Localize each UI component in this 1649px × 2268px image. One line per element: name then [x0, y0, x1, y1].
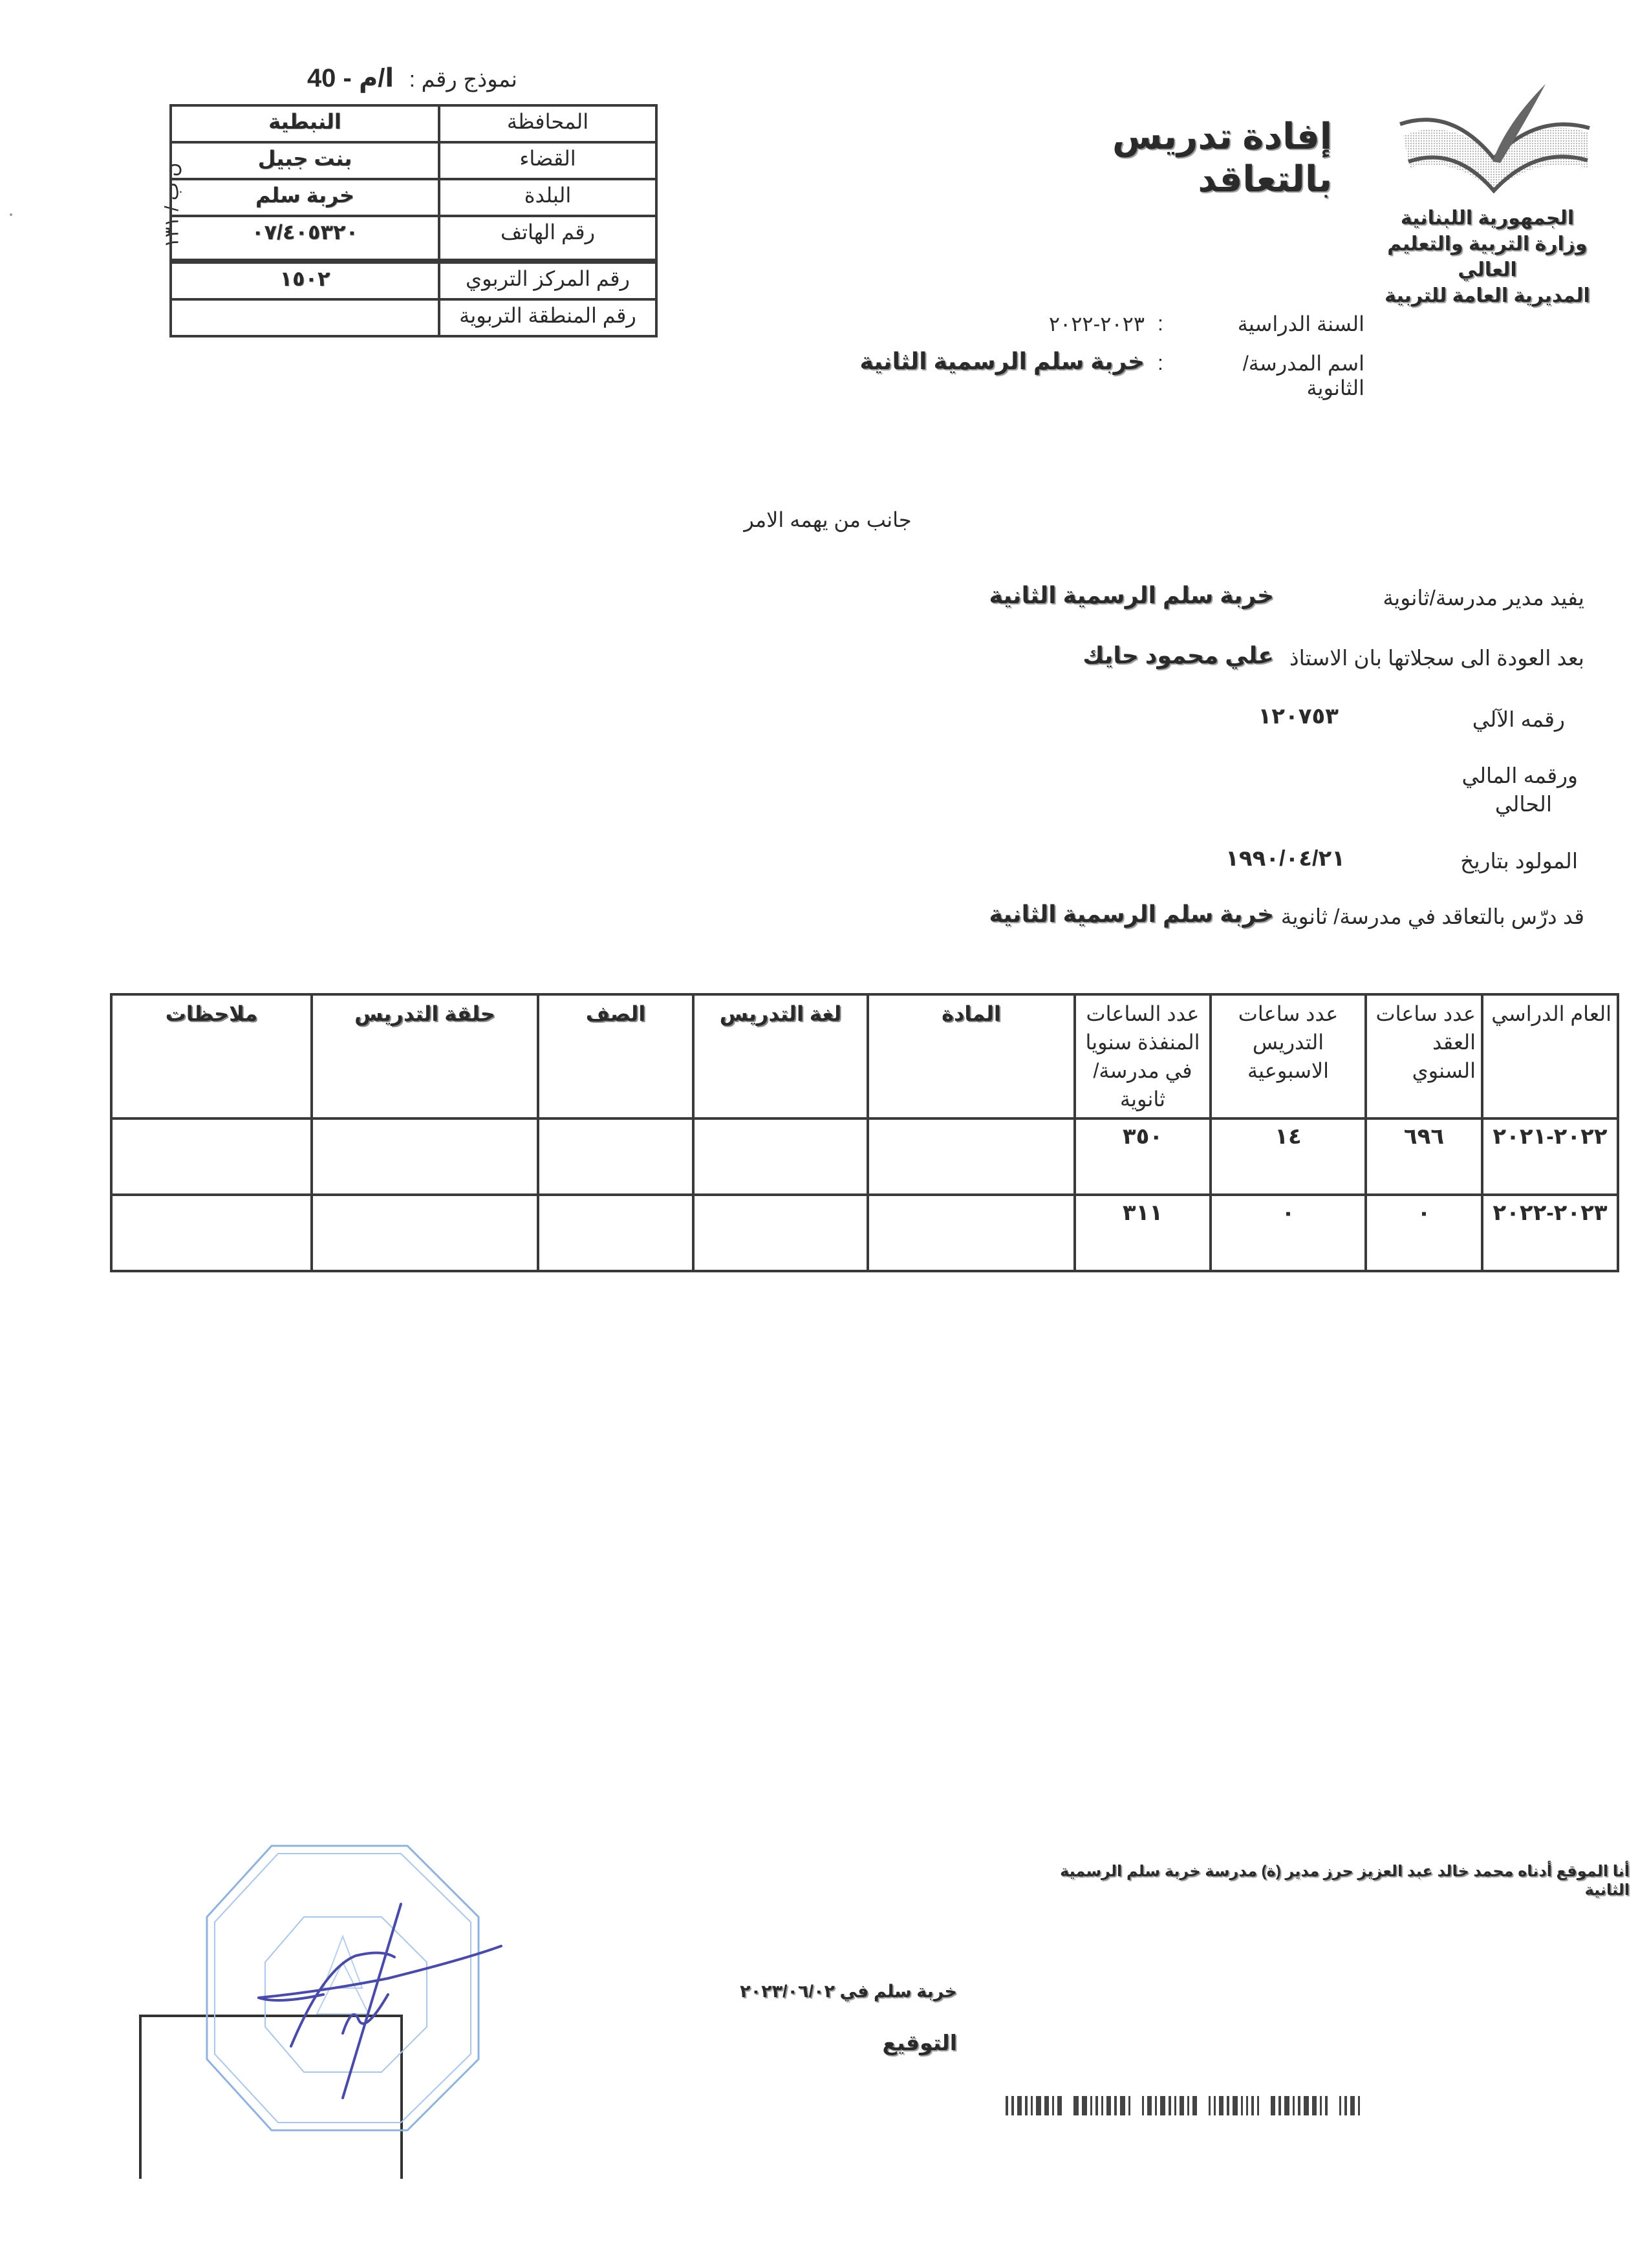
- salutation: جانب من يهمه الامر: [744, 508, 912, 531]
- barcode-bar: [1101, 2096, 1103, 2115]
- teacher-statement-label: بعد العودة الى سجلاتها بان الاستاذ: [1289, 646, 1584, 670]
- form-number-label: نموذج رقم :: [409, 67, 517, 92]
- barcode-bar: [1120, 2096, 1125, 2115]
- barcode-bar: [1192, 2096, 1197, 2115]
- barcode-bar: [1246, 2096, 1248, 2115]
- cell-notes: [111, 1195, 312, 1271]
- info-value: بنت جبيل: [171, 142, 439, 179]
- cell-teaching-cycle: [312, 1195, 538, 1271]
- info-value: ٠٧/٤٠٥٣٢٠: [171, 216, 439, 261]
- barcode-bar: [1251, 2096, 1254, 2115]
- cell-annual-contract-hours: ٠: [1366, 1195, 1482, 1271]
- col-teaching-cycle: حلقة التدريس: [312, 994, 538, 1118]
- info-label: المحافظة: [439, 105, 656, 142]
- barcode-bar: [1114, 2096, 1117, 2115]
- school-name-value: خربة سلم الرسمية الثانية: [859, 348, 1145, 374]
- academic-year-label: السنة الدراسية: [1237, 312, 1364, 336]
- barcode-bar: [1180, 2096, 1184, 2115]
- barcode-bar: [1219, 2096, 1223, 2115]
- barcode-bar: [1350, 2096, 1355, 2115]
- info-row-district: [171, 142, 656, 179]
- taught-at-label: قد درّس بالتعاقد في مدرسة/ ثانوية: [1280, 904, 1584, 928]
- ministry-block: [1371, 206, 1604, 309]
- location-info-table: [169, 104, 658, 337]
- financial-number-label-line1: ورقمه المالي: [1461, 764, 1578, 787]
- info-row-edu-center: [171, 261, 656, 299]
- ministry-line-directorate: المديرية العامة للتربية: [1385, 285, 1590, 306]
- birth-date-label: المولود بتاريخ: [1460, 849, 1578, 873]
- info-label: رقم المركز التربوي: [439, 261, 656, 299]
- barcode-bar: [1017, 2096, 1022, 2115]
- info-label: رقم المنطقة التربوية: [439, 299, 656, 336]
- barcode-bar: [1044, 2096, 1049, 2115]
- barcode-bar: [1344, 2096, 1347, 2115]
- barcode-bar: [1278, 2096, 1281, 2115]
- barcode-bar: [1160, 2096, 1165, 2115]
- birth-date-value: ١٩٩٠/٠٤/٢١: [1225, 846, 1345, 871]
- info-value: [171, 299, 439, 336]
- info-value: ١٥٠٢: [171, 261, 439, 299]
- barcode-bar: [1036, 2096, 1041, 2115]
- cell-teaching-language: [693, 1118, 868, 1195]
- signatory-statement: أنا الموقع أدناه محمد خالد عبد العزيز حرز مدير (ة) مدرسة خربة سلم الرسمية الثانية: [1060, 1863, 1630, 1899]
- barcode-bar: [1169, 2096, 1171, 2115]
- barcode-bar: [1298, 2096, 1300, 2115]
- scan-artifact: [10, 213, 12, 216]
- cell-class: [538, 1195, 693, 1271]
- barcode-bar: [1293, 2096, 1295, 2115]
- director-statement-label: يفيد مدير مدرسة/ثانوية: [1383, 586, 1584, 610]
- form-number: [246, 63, 517, 93]
- info-label: القضاء: [439, 142, 656, 179]
- document-title: إفادة تدريس بالتعاقد: [1112, 116, 1332, 199]
- cedar-emblem-icon: [317, 1936, 369, 2014]
- cell-notes: [111, 1118, 312, 1195]
- cell-academic-year: ٢٠٢٣-٢٠٢٢: [1482, 1195, 1618, 1271]
- official-stamp-icon: [194, 1839, 556, 2143]
- teacher-name-value: علي محمود حايك: [1083, 642, 1274, 669]
- info-row-town: [171, 179, 656, 216]
- ministry-line-ministry: وزارة التربية والتعليم العالي: [1387, 233, 1588, 281]
- automatic-number-value: ١٢٠٧٥٣: [1258, 704, 1339, 729]
- open-book-quill-logo: [1397, 78, 1591, 200]
- cell-subject: [868, 1118, 1075, 1195]
- barcode-bar: [1011, 2096, 1014, 2115]
- barcode-bar: [1257, 2096, 1259, 2115]
- col-class: الصف: [538, 994, 693, 1118]
- barcode-bar: [1312, 2096, 1317, 2115]
- info-value: النبطية: [171, 105, 439, 142]
- handwritten-signature-icon: [259, 1904, 501, 2098]
- barcode-icon: [1006, 2096, 1523, 2115]
- automatic-number-label: رقمه الآلي: [1472, 707, 1565, 731]
- barcode-bar: [1241, 2096, 1243, 2115]
- barcode-bar: [1187, 2096, 1189, 2115]
- colon: :: [1158, 312, 1163, 335]
- info-label: رقم الهاتف: [439, 216, 656, 261]
- cell-teaching-language: [693, 1195, 868, 1271]
- info-value: خربة سلم: [171, 179, 439, 216]
- barcode-bar: [1052, 2096, 1054, 2115]
- col-academic-year: العام الدراسي: [1482, 994, 1618, 1118]
- academic-year-value: ٢٠٢٣-٢٠٢٢: [1048, 312, 1145, 336]
- signature-label: التوقيع: [882, 2031, 957, 2055]
- cell-weekly-hours: ١٤: [1211, 1118, 1366, 1195]
- barcode-bar: [1082, 2096, 1087, 2115]
- table-header-row: [111, 994, 1618, 1118]
- barcode-bar: [1174, 2096, 1176, 2115]
- barcode-bar: [1339, 2096, 1341, 2115]
- col-subject: المادة: [868, 994, 1075, 1118]
- cell-academic-year: ٢٠٢٢-٢٠٢١: [1482, 1118, 1618, 1195]
- form-number-value: ا/م - 40: [307, 64, 394, 92]
- barcode-bar: [1073, 2096, 1079, 2115]
- cell-class: [538, 1118, 693, 1195]
- financial-number-label: [1390, 762, 1578, 818]
- barcode-bar: [1025, 2096, 1028, 2115]
- info-row-governorate: [171, 105, 656, 142]
- place-and-date: خربة سلم في ٢٠٢٣/٠٦/٠٢: [740, 1982, 957, 2001]
- barcode-bar: [1304, 2096, 1309, 2115]
- col-executed-hours: عدد الساعات المنفذة سنويا في مدرسة/ثانوية: [1075, 994, 1211, 1118]
- barcode-bar: [1358, 2096, 1360, 2115]
- cell-annual-contract-hours: ٦٩٦: [1366, 1118, 1482, 1195]
- vertical-reference: ن.ب / ١٣١: [161, 162, 183, 248]
- col-annual-contract-hours: عدد ساعات العقد السنوي: [1366, 994, 1482, 1118]
- table-row: [111, 1118, 1618, 1195]
- barcode-bar: [1106, 2096, 1111, 2115]
- cell-teaching-cycle: [312, 1118, 538, 1195]
- barcode-bar: [1284, 2096, 1289, 2115]
- barcode-bar: [1209, 2096, 1211, 2115]
- cell-weekly-hours: ٠: [1211, 1195, 1366, 1271]
- barcode-bar: [1214, 2096, 1216, 2115]
- school-name-label: اسم المدرسة/الثانوية: [1242, 352, 1364, 400]
- info-row-phone: [171, 216, 656, 261]
- cell-subject: [868, 1195, 1075, 1271]
- barcode-bar: [1325, 2096, 1328, 2115]
- barcode-bar: [1057, 2096, 1062, 2115]
- barcode-bar: [1142, 2096, 1144, 2115]
- info-row-edu-region: [171, 299, 656, 336]
- col-notes: ملاحظات: [111, 994, 312, 1118]
- barcode-bar: [1155, 2096, 1157, 2115]
- barcode-bar: [1271, 2096, 1275, 2115]
- director-school-value: خربة سلم الرسمية الثانية: [989, 582, 1274, 608]
- colon: :: [1158, 351, 1163, 374]
- cell-executed-hours: ٣٥٠: [1075, 1118, 1211, 1195]
- info-label: البلدة: [439, 179, 656, 216]
- barcode-bar: [1006, 2096, 1008, 2115]
- barcode-bar: [1128, 2096, 1130, 2115]
- table-row: [111, 1195, 1618, 1271]
- barcode-bar: [1095, 2096, 1098, 2115]
- barcode-bar: [1147, 2096, 1152, 2115]
- taught-at-school-value: خربة سلم الرسمية الثانية: [989, 901, 1274, 927]
- barcode-bar: [1090, 2096, 1092, 2115]
- col-teaching-language: لغة التدريس: [693, 994, 868, 1118]
- barcode-bar: [1320, 2096, 1322, 2115]
- ministry-line-republic: الجمهورية اللبنانية: [1400, 208, 1575, 229]
- barcode-bar: [1031, 2096, 1033, 2115]
- financial-number-label-line2: الحالي: [1494, 792, 1552, 816]
- teaching-record-table: [110, 993, 1619, 1272]
- col-weekly-hours: عدد ساعات التدريس الاسبوعية: [1211, 994, 1366, 1118]
- barcode-bar: [1233, 2096, 1238, 2115]
- barcode-bar: [1227, 2096, 1229, 2115]
- cell-executed-hours: ٣١١: [1075, 1195, 1211, 1271]
